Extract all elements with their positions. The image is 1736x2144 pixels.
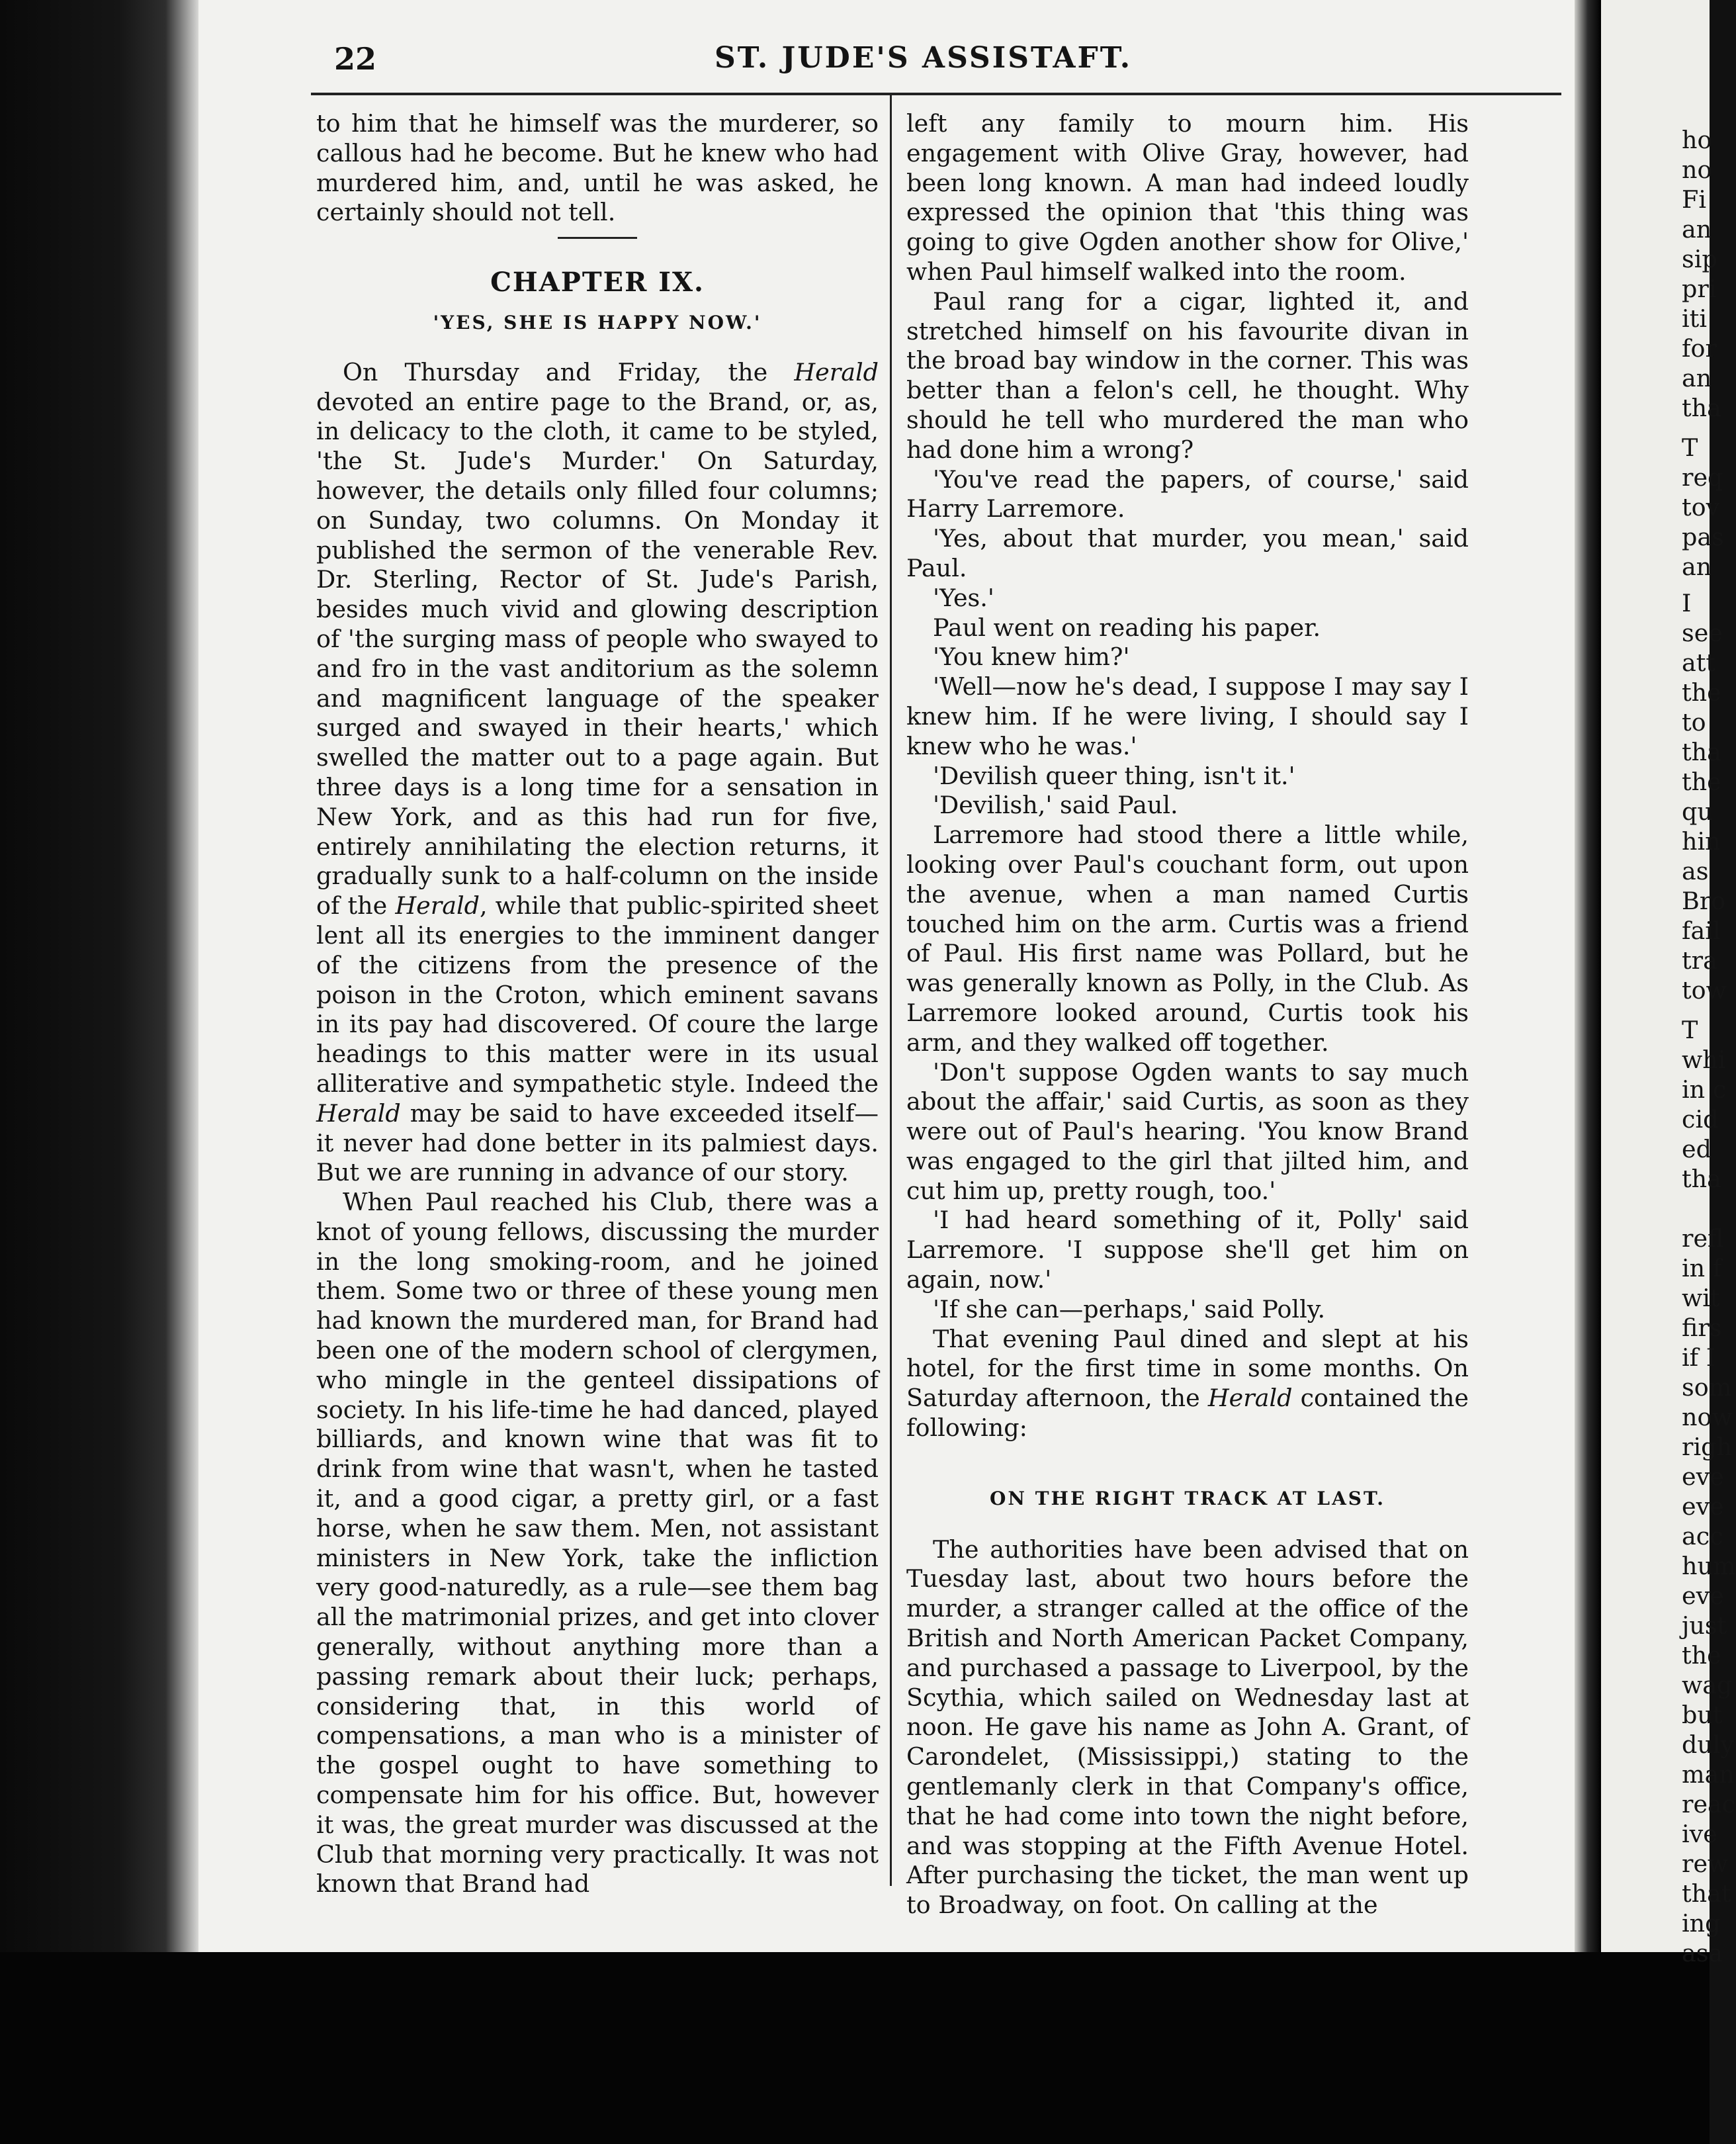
facing-page-fragment: asa xyxy=(1682,1939,1723,1967)
running-head: ST. JUDE'S ASSISTAFT. xyxy=(715,41,1133,75)
newspaper-name: Herald xyxy=(316,1098,401,1128)
facing-page-fragment: just xyxy=(1682,1611,1727,1640)
facing-page-fragment: an xyxy=(1682,364,1712,392)
facing-page-fragment: ive xyxy=(1682,1820,1717,1848)
facing-page-fragment: ing xyxy=(1682,1909,1721,1938)
header-rule xyxy=(311,93,1561,95)
facing-page-fragment: reac xyxy=(1682,1790,1736,1818)
facing-page-fragment: an xyxy=(1682,553,1712,581)
paragraph: That evening Paul dined and slept at his hotel, for the first time in some months. On Saturday afternoon, the Herald contained the following: xyxy=(906,1324,1469,1443)
paragraph: 'Devilish queer thing, isn't it.' xyxy=(933,761,1295,790)
paragraph: Paul rang for a cigar, lighted it, and stretched himself on his favourite divan in the broad bay window in the corner. This was better than a felon's cell, he thought. Why should he tell who murdered the man who had done him a wrong? xyxy=(906,287,1469,464)
article-heading: ON THE RIGHT TRACK AT LAST. xyxy=(989,1487,1385,1509)
column-rule xyxy=(890,93,892,1886)
facing-page-fragment: att xyxy=(1682,648,1716,677)
newspaper-name: Herald xyxy=(395,891,480,920)
facing-page-fragment: refl xyxy=(1682,1224,1724,1253)
paragraph: Paul went on reading his paper. xyxy=(933,613,1321,642)
page-number: 22 xyxy=(334,41,377,77)
facing-page-fragment: Fi xyxy=(1682,185,1706,214)
facing-page-fragment: Bro xyxy=(1682,887,1726,915)
facing-page-fragment: tra xyxy=(1682,946,1717,975)
book-gutter xyxy=(1575,0,1601,2144)
newspaper-name: Herald xyxy=(794,357,879,386)
facing-page-fragment: fail xyxy=(1682,916,1721,945)
scan-border-left xyxy=(0,0,218,2144)
paragraph: 'If she can—perhaps,' said Polly. xyxy=(933,1294,1326,1323)
facing-page-fragment: T xyxy=(1682,1016,1698,1044)
facing-page-fragment: I xyxy=(1682,589,1692,617)
facing-page-fragment: tha xyxy=(1682,738,1721,766)
paragraph: 'Yes.' xyxy=(933,583,994,612)
facing-page-fragment: tha xyxy=(1682,394,1721,422)
facing-page-fragment: pri xyxy=(1682,275,1717,303)
paragraph: 'You knew him?' xyxy=(933,643,1130,672)
facing-page-fragment: som xyxy=(1682,1373,1732,1402)
facing-page-fragment: tha xyxy=(1682,1165,1721,1193)
facing-page-fragment: righ xyxy=(1682,1433,1732,1461)
facing-page-fragment: acc xyxy=(1682,1522,1723,1550)
facing-page-fragment: ed xyxy=(1682,1135,1712,1163)
facing-page-fragment: eve xyxy=(1682,1462,1724,1491)
paragraph: The authorities have been advised that on Tuesday last, about two hours before the murder, a stranger called at the office of the British and North American Packet Company, and purchased a passage to Liverpool, by the Scythia, which sailed on Wednesday last at noon. He gave his name as John A. Grant, of Carondelet, (Mississippi,) stating to the gentlemanly clerk in that Company's office, that he had come into town the night before, and was stopping at the Fifth Avenue Hotel. After purchasing the ticket, the man went up to Broadway, on foot. On calling at the xyxy=(906,1535,1469,1920)
facing-page-fragment: req xyxy=(1682,463,1723,492)
facing-page-fragment: as xyxy=(1682,857,1709,885)
facing-page-fragment: qu xyxy=(1682,797,1713,826)
paragraph: 'I had heard something of it, Polly' said Larremore. 'I suppose she'll get him on again, now.' xyxy=(906,1206,1469,1294)
paragraph: 'You've read the papers, of course,' said Harry Larremore. xyxy=(906,465,1469,523)
facing-page-fragment: no xyxy=(1682,156,1712,184)
facing-page-fragment: T xyxy=(1682,433,1698,462)
paragraph: 'Don't suppose Ogden wants to say much about the affair,' said Curtis, as soon as they were out of Paul's hearing. 'You know Brand was engaged to the girl that jilted him, and cut him up, pretty rough, too.' xyxy=(906,1057,1469,1205)
paragraph: 'Well—now he's dead, I suppose I may say I knew him. If he were living, I should say I knew who he was.' xyxy=(906,672,1469,760)
facing-page-fragment: cid xyxy=(1682,1105,1719,1134)
facing-page-fragment: pas xyxy=(1682,523,1724,551)
facing-page-fragment: sip xyxy=(1682,245,1717,273)
facing-page-fragment: iti xyxy=(1682,304,1708,333)
chapter-subtitle: 'YES, SHE IS HAPPY NOW.' xyxy=(433,311,762,334)
facing-page-fragment: but xyxy=(1682,1701,1723,1729)
paragraph: On Thursday and Friday, the Herald devoted an entire page to the Brand, or, as, in delicacy to the cloth, it came to be styled, 'the St. Jude's Murder.' On Saturday, however, the details only filled four columns; on Sunday, two columns. On Monday it published the sermon of the venerable Rev. Dr. Sterling, Rector of St. Jude's Parish, besides much vivid and glowing description of 'the surging mass of people who swayed to and fro in the vast anditorium as the solemn and magnificent language of the speaker surged and swayed in their hearts,' which swelled the matter out to a page again. But three days is a long time for a sensation in New York, and as this had run for five, entirely annihilating the election returns, it gradually sunk to a half-column on the inside of the Herald, while that public-spirited sheet lent all its energies to the imminent danger of the citizens from the presence of the poison in the Croton, which eminent savans in its pay had discovered. Of coure the large headings to this matter were in its usual alliterative and sympathetic style. Indeed the Herald may be said to have exceeded itself—it never had done better in its palmiest days. But we are running in advance of our story. xyxy=(316,357,879,1187)
facing-page-fragment: now xyxy=(1682,1403,1733,1431)
paragraph: 'Yes, about that murder, you mean,' said Paul. xyxy=(906,524,1469,582)
facing-page-fragment: an xyxy=(1682,215,1712,244)
facing-page-fragment: duly xyxy=(1682,1730,1735,1759)
facing-page-fragment: wit xyxy=(1682,1284,1720,1312)
facing-page-fragment: see xyxy=(1682,619,1723,647)
column-right xyxy=(906,109,1469,1920)
scan-border-bottom xyxy=(0,1952,1710,2144)
facing-page-fragment: eve xyxy=(1682,1492,1724,1521)
facing-page-fragment: that xyxy=(1682,1879,1731,1908)
facing-page-fragment: in c xyxy=(1682,1075,1727,1104)
facing-page-fragment: for xyxy=(1682,334,1717,363)
paragraph: Larremore had stood there a little while, looking over Paul's couchant form, out upon the avenue, when a man named Curtis touched him on the arm. Curtis was a friend of Paul. His first name was Pollard, but he was generally known as Polly, in the Club. As Larremore looked around, Curtis took his arm, and they walked off together. xyxy=(906,821,1469,1057)
paragraph: 'Devilish,' said Paul. xyxy=(933,791,1178,820)
paragraph: to him that he himself was the murderer, so callous had he become. But he knew who had murdered him, and, until he was asked, he certainly should not tell. xyxy=(316,109,879,227)
facing-page-fragment: firs xyxy=(1682,1314,1722,1342)
facing-page-fragment: if I xyxy=(1682,1343,1716,1372)
facing-page-fragment: wag xyxy=(1682,1671,1733,1699)
facing-page-fragment: hin xyxy=(1682,827,1721,856)
facing-page-fragment: the xyxy=(1682,1641,1721,1670)
facing-page-fragment: rew xyxy=(1682,1850,1729,1878)
facing-page-fragment: ho xyxy=(1682,126,1712,154)
facing-page-fragment: to xyxy=(1682,708,1706,737)
facing-page-fragment: in f xyxy=(1682,1254,1722,1282)
facing-page-fragment: tov xyxy=(1682,493,1720,521)
facing-page-fragment: hum xyxy=(1682,1552,1736,1580)
paragraph: left any family to mourn him. His engagement with Olive Gray, however, had been long known. A man had indeed loudly expressed the opinion that 'this thing was going to give Ogden another show for Olive,' when Paul himself walked into the room. xyxy=(906,109,1469,286)
facing-page-fragment: man xyxy=(1682,1760,1735,1789)
facing-page-fragment: the xyxy=(1682,768,1721,796)
newspaper-name: Herald xyxy=(1207,1384,1293,1413)
facing-page-fragment: the xyxy=(1682,678,1721,707)
section-rule xyxy=(558,237,637,239)
facing-page-fragment: eve xyxy=(1682,1582,1724,1610)
facing-page-fragment: whi xyxy=(1682,1046,1726,1074)
column-left xyxy=(316,109,879,1899)
facing-page-fragment: tow xyxy=(1682,976,1727,1005)
paragraph: When Paul reached his Club, there was a knot of young fellows, discussing the murder in the long smoking-room, and he joined them. Some two or three of these young men had known the murdered man, for Brand had been one of the modern school of clergymen, who mingle in the genteel dissipations of society. In his life-time he had danced, played billiards, and known wine that was fit to drink from wine that wasn't, when he tasted it, and a good cigar, a pretty girl, or a fast horse, when he saw them. Men, not assistant ministers in New York, take the infliction very good-naturedly, as a rule—see them bag all the matrimonial prizes, and get into clover generally, without anything more than a passing remark about their luck; perhaps, considering that, in this world of compensations, a man who is a minister of the gospel ought to have something to compensate him for his office. But, however it was, the great murder was discussed at the Club that morning very practically. It was not known that Brand had xyxy=(316,1188,879,1898)
chapter-title: CHAPTER IX. xyxy=(490,267,705,298)
